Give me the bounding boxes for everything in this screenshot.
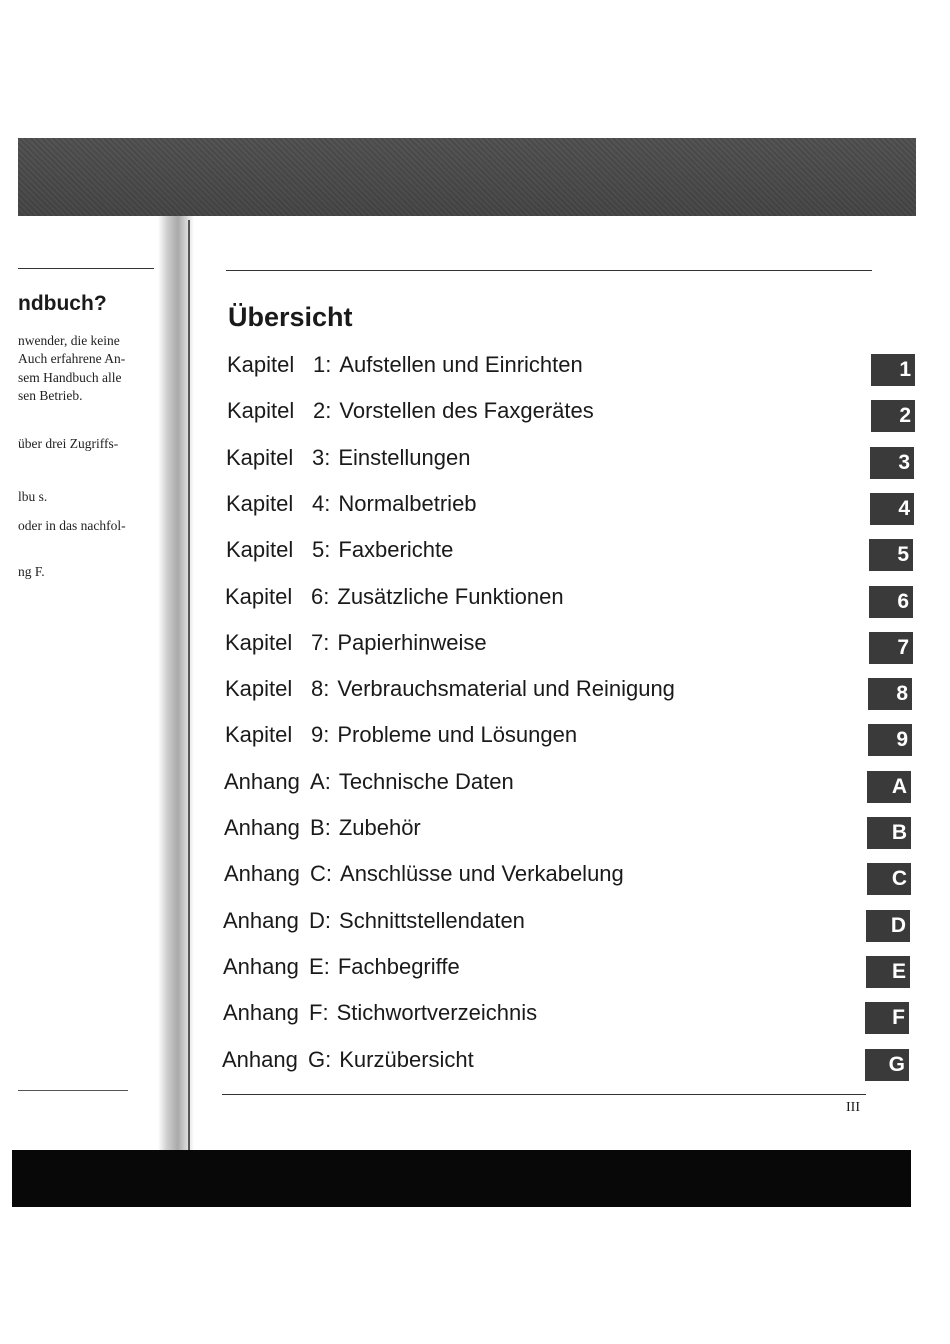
left-page-line: Auch erfahrene An- (18, 351, 126, 366)
toc-entry-prefix: Anhang (224, 815, 300, 840)
left-page-line: oder in das nachfol- (18, 518, 126, 533)
toc-entry-colon: : (323, 630, 330, 655)
chapter-tab: D (866, 910, 910, 942)
chapter-tab: B (867, 817, 911, 849)
toc-entry (225, 584, 564, 618)
page-number: III (846, 1100, 860, 1115)
toc-entry-colon: : (323, 954, 330, 979)
chapter-tab: F (865, 1002, 909, 1034)
toc-entry (224, 861, 624, 895)
chapter-tab: 4 (870, 493, 914, 525)
toc-entry (223, 908, 525, 942)
toc-entry-colon: : (322, 1000, 329, 1025)
chapter-tab: E (866, 956, 910, 988)
toc-entry (225, 722, 577, 756)
chapter-tab: 8 (868, 678, 912, 710)
toc-entry-title: Verbrauchsmaterial und Reinigung (337, 676, 675, 701)
toc-entry (224, 815, 421, 849)
chapter-tab: A (867, 771, 911, 803)
chapter-tab: 7 (869, 632, 913, 664)
toc-entry-colon: : (324, 908, 332, 933)
toc-entry-number: 4 (312, 491, 325, 516)
toc-entry-colon: : (324, 445, 331, 470)
toc-entry-number: D (309, 908, 325, 933)
toc-entry-prefix: Kapitel (227, 398, 295, 423)
toc-entry-number: 7 (311, 630, 324, 655)
toc-entry-colon: : (325, 861, 333, 886)
toc-entry-colon: : (324, 769, 331, 794)
toc-entry (224, 769, 514, 803)
chapter-tab: 6 (869, 586, 913, 618)
toc-entry-prefix: Kapitel (225, 676, 293, 701)
toc-entry-number: 2 (313, 398, 326, 423)
toc-entry-colon: : (325, 398, 332, 423)
toc-entry-colon: : (323, 676, 330, 701)
toc-entry-number: G (308, 1047, 326, 1072)
toc-entry-prefix: Kapitel (227, 352, 295, 377)
toc-entry (225, 630, 487, 664)
toc-entry-title: Einstellungen (338, 445, 471, 470)
toc-entry-title: Vorstellen des Faxgerätes (339, 398, 594, 423)
left-page-line: sem Handbuch alle (18, 370, 122, 385)
toc-entry-prefix: Anhang (224, 769, 300, 794)
toc-entry (225, 676, 675, 710)
toc-entry-number: A (310, 769, 325, 794)
toc-entry-number: E (309, 954, 324, 979)
toc-entry-title: Fachbegriffe (337, 954, 460, 979)
toc-entry-number: 3 (312, 445, 325, 470)
toc-entry-prefix: Anhang (223, 1000, 299, 1025)
toc-entry-number: 9 (311, 722, 324, 747)
toc-entry-colon: : (325, 1047, 332, 1072)
chapter-tab: 3 (870, 447, 914, 479)
chapter-tab: 2 (871, 400, 915, 432)
toc-entry-title: Faxberichte (338, 537, 454, 562)
left-page-line: nwender, die keine (18, 333, 120, 348)
toc-entry-colon: : (324, 815, 331, 840)
toc-entry-colon: : (324, 537, 331, 562)
chapter-tab: 1 (871, 354, 915, 386)
toc-entry-title: Zubehör (338, 815, 421, 840)
toc-entry-colon: : (325, 352, 332, 377)
toc-entry-prefix: Kapitel (225, 584, 293, 609)
toc-entry (226, 445, 470, 479)
toc-entry-title: Papierhinweise (337, 630, 487, 655)
toc-entry-title: Schnittstellendaten (339, 908, 525, 933)
toc-entry-prefix: Kapitel (226, 491, 294, 516)
toc-entry-prefix: Anhang (224, 861, 300, 886)
left-page-line: über drei Zugriffs- (18, 436, 119, 451)
toc-entry (227, 352, 583, 386)
toc-entry (226, 491, 477, 525)
footer-rule (222, 1094, 866, 1095)
toc-entry-number: 8 (311, 676, 324, 701)
left-page-heading: ndbuch? (18, 292, 107, 315)
toc-entry-title: Normalbetrieb (338, 491, 477, 516)
page-title: Übersicht (228, 302, 353, 332)
toc-entry-title: Aufstellen und Einrichten (339, 352, 583, 377)
toc-entry-prefix: Anhang (223, 908, 299, 933)
toc-entry-number: B (310, 815, 325, 840)
toc-entry-title: Probleme und Lösungen (337, 722, 578, 747)
toc-entry-colon: : (323, 584, 330, 609)
toc-entry-prefix: Anhang (223, 954, 299, 979)
toc-entry (222, 1047, 474, 1081)
toc-entry-title: Technische Daten (338, 769, 514, 794)
chapter-tab: 5 (869, 539, 913, 571)
chapter-tab: G (865, 1049, 909, 1081)
toc-entry-prefix: Kapitel (225, 722, 293, 747)
chapter-tab: 9 (868, 724, 912, 756)
toc-entry-number: 1 (313, 352, 326, 377)
toc-entry-title: Zusätzliche Funktionen (337, 584, 564, 609)
toc-entry-title: Stichwortverzeichnis (336, 1000, 538, 1025)
chapter-tab: C (867, 863, 911, 895)
toc-entry-number: 6 (311, 584, 324, 609)
left-page-line: lbu s. (18, 489, 48, 504)
left-page-line: sen Betrieb. (18, 388, 83, 403)
toc-entry-number: C (310, 861, 326, 886)
toc-entry-prefix: Kapitel (226, 445, 294, 470)
toc-entry (223, 1000, 537, 1034)
toc-entry-title: Kurzübersicht (339, 1047, 474, 1072)
toc-entry-prefix: Kapitel (225, 630, 293, 655)
toc-entry-prefix: Kapitel (226, 537, 294, 562)
bottom-scan-band (12, 1150, 911, 1207)
toc-entry-prefix: Anhang (222, 1047, 298, 1072)
toc-entry (227, 398, 594, 432)
toc-entry-number: F (309, 1000, 323, 1025)
toc-entry-title: Anschlüsse und Verkabelung (340, 861, 624, 886)
toc-entry-number: 5 (312, 537, 325, 562)
toc-entry-colon: : (324, 491, 331, 516)
toc-entry-colon: : (323, 722, 330, 747)
toc-entry (226, 537, 453, 571)
toc-entry (223, 954, 460, 988)
left-page-line: ng F. (18, 564, 45, 579)
